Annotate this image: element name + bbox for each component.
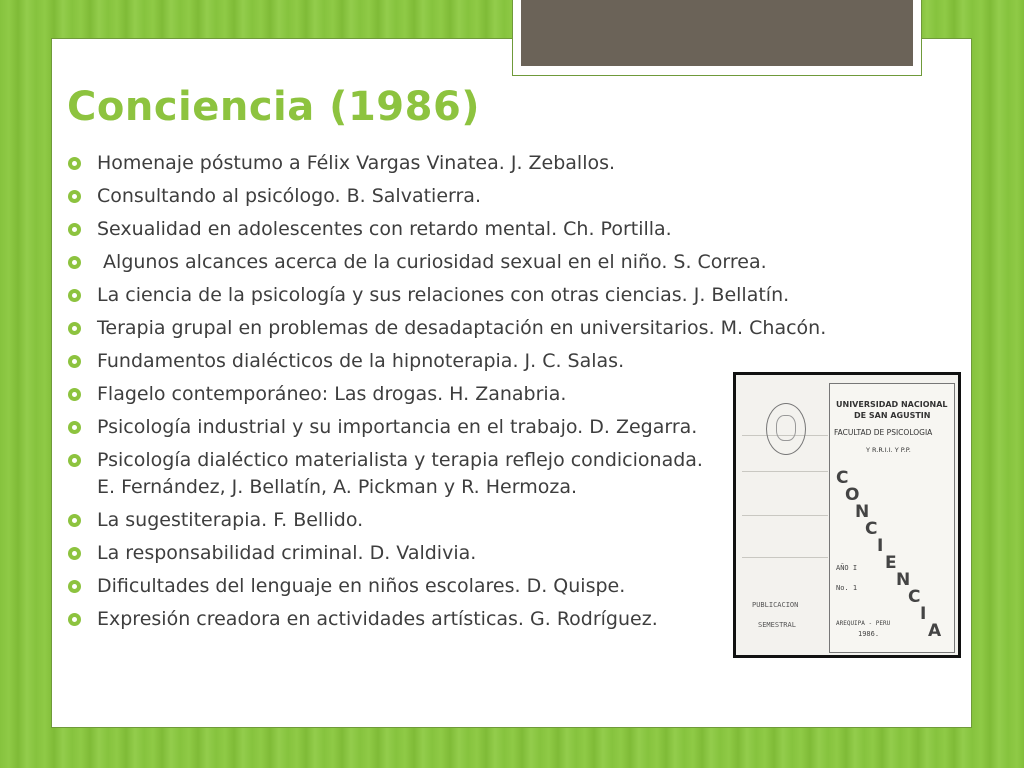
list-item <box>66 348 717 375</box>
bullet-icon <box>68 388 81 401</box>
cover-faculty-2: Y R.R.I.I. Y P.P. <box>866 446 911 454</box>
cover-rule <box>742 515 828 516</box>
cover-title-card <box>829 383 955 653</box>
cover-publication-label: PUBLICACION <box>752 601 799 609</box>
bullet-icon <box>68 514 81 527</box>
cover-number-label: No. 1 <box>836 584 858 592</box>
bullet-icon <box>68 256 81 269</box>
cover-title-letter: I <box>877 536 884 556</box>
list-item-text: Flagelo contemporáneo: Las drogas. H. Zanabria. <box>97 383 567 405</box>
cover-title-letter: C <box>836 468 849 488</box>
list-item-text: Homenaje póstumo a Félix Vargas Vinatea. J. Zeballos. <box>97 152 616 174</box>
bullet-icon <box>68 355 81 368</box>
cover-university: UNIVERSIDAD NACIONAL <box>836 400 948 409</box>
header-tab-block <box>521 0 913 66</box>
cover-university-2: DE SAN AGUSTIN <box>854 411 931 420</box>
bullet-icon <box>68 157 81 170</box>
list-item-text: Algunos alcances acerca de la curiosidad sexual en el niño. S. Correa. <box>97 251 767 273</box>
cover-year: 1986. <box>858 630 880 638</box>
cover-frequency-label: SEMESTRAL <box>758 621 796 629</box>
cover-title-letter: A <box>928 621 942 641</box>
bullet-icon <box>68 454 81 467</box>
cover-rule <box>742 471 828 472</box>
list-item <box>66 249 946 276</box>
list-item <box>66 183 946 210</box>
list-item-text: Expresión creadora en actividades artísticas. G. Rodríguez. <box>97 608 658 630</box>
cover-rule <box>742 557 828 558</box>
list-item <box>66 507 717 534</box>
bullet-icon <box>68 223 81 236</box>
cover-title-letter: E <box>885 553 897 573</box>
list-item-text: La sugestiterapia. F. Bellido. <box>97 509 364 531</box>
bullet-icon <box>68 613 81 626</box>
list-item-text: Psicología industrial y su importancia en el trabajo. D. Zegarra. <box>97 416 698 438</box>
cover-city: AREQUIPA - PERU <box>836 620 891 627</box>
journal-cover-image <box>733 372 961 658</box>
cover-title-letter: N <box>855 502 870 522</box>
list-item <box>66 447 717 501</box>
bullet-icon <box>68 289 81 302</box>
list-item-text: Psicología dialéctico materialista y terapia reflejo condicionada. E. Fernández, J. Bellatín, A. Pickman y R. Hermoza. <box>97 449 703 498</box>
bullet-icon <box>68 547 81 560</box>
list-item-text: Sexualidad en adolescentes con retardo mental. Ch. Portilla. <box>97 218 672 240</box>
bullet-icon <box>68 190 81 203</box>
header-tab-frame <box>512 0 922 76</box>
cover-title-letter: C <box>908 587 921 607</box>
bullet-icon <box>68 322 81 335</box>
list-item <box>66 216 946 243</box>
list-item <box>66 573 717 600</box>
list-item-text: Terapia grupal en problemas de desadaptación en universitarios. M. Chacón. <box>97 317 827 339</box>
list-item <box>66 540 717 567</box>
list-item-text: Fundamentos dialécticos de la hipnoterapia. J. C. Salas. <box>97 350 625 372</box>
cover-year-label: AÑO I <box>836 564 858 572</box>
list-item-text: La ciencia de la psicología y sus relaciones con otras ciencias. J. Bellatín. <box>97 284 790 306</box>
list-item <box>66 414 717 441</box>
cover-faculty: FACULTAD DE PSICOLOGIA <box>834 428 933 437</box>
cover-title-letter: I <box>920 604 927 624</box>
list-item <box>66 315 882 342</box>
cover-title-letter: N <box>896 570 911 590</box>
cover-title-letter: C <box>865 519 878 539</box>
list-item-text: La responsabilidad criminal. D. Valdivia. <box>97 542 477 564</box>
list-item <box>66 381 717 408</box>
bullet-icon <box>68 580 81 593</box>
list-item <box>66 150 946 177</box>
list-item-text: Consultando al psicólogo. B. Salvatierra. <box>97 185 481 207</box>
cover-title-letter: O <box>845 485 860 505</box>
list-item <box>66 282 946 309</box>
slide-title: Conciencia (1986) <box>67 84 481 130</box>
bullet-icon <box>68 421 81 434</box>
list-item-text: Dificultades del lenguaje en niños escolares. D. Quispe. <box>97 575 626 597</box>
university-seal-icon <box>766 403 806 455</box>
